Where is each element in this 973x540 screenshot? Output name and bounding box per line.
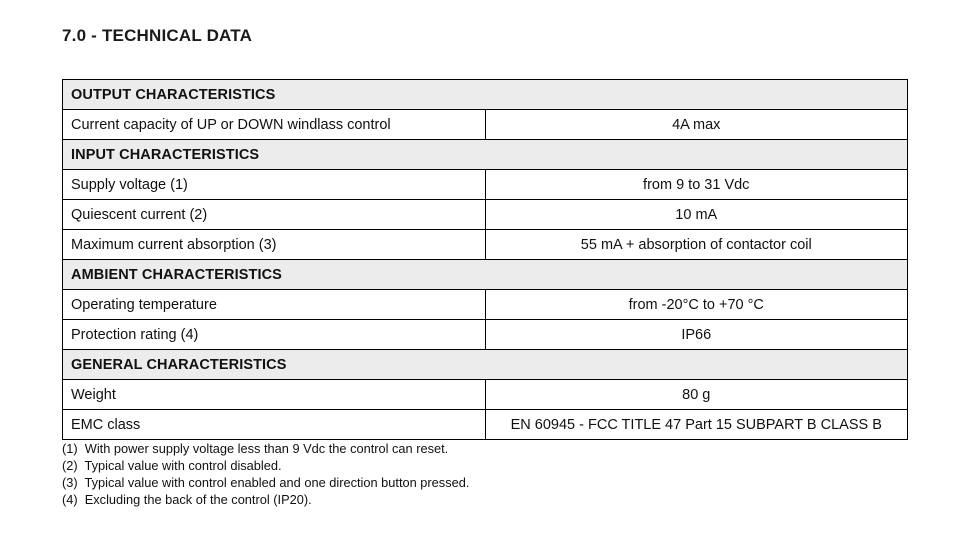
technical-data-table [62, 79, 908, 440]
group-header-general: GENERAL CHARACTERISTICS [63, 350, 908, 380]
row-value: EN 60945 - FCC TITLE 47 Part 15 SUBPART B CLASS B [485, 410, 908, 440]
row-label: EMC class [63, 410, 486, 440]
table-row [63, 320, 908, 350]
footnotes [62, 440, 469, 508]
footnote-3: (3) Typical value with control enabled and one direction button pressed. [62, 475, 470, 490]
table-row [63, 380, 908, 410]
group-header-ambient: AMBIENT CHARACTERISTICS [63, 260, 908, 290]
group-header-input: INPUT CHARACTERISTICS [63, 140, 908, 170]
row-value: from -20°C to +70 °C [485, 290, 908, 320]
row-value: 55 mA + absorption of contactor coil [485, 230, 908, 260]
row-value: from 9 to 31 Vdc [485, 170, 908, 200]
table-row [63, 170, 908, 200]
row-label: Supply voltage (1) [63, 170, 486, 200]
row-value: 4A max [485, 110, 908, 140]
table-row [63, 290, 908, 320]
table-row [63, 110, 908, 140]
row-label: Weight [63, 380, 486, 410]
table-body [63, 80, 908, 440]
footnote-4: (4) Excluding the back of the control (IP20). [62, 492, 312, 507]
table-row-group [63, 140, 908, 170]
row-label: Quiescent current (2) [63, 200, 486, 230]
table-row-group [63, 260, 908, 290]
page-title: 7.0 - TECHNICAL DATA [62, 26, 253, 45]
row-value: IP66 [485, 320, 908, 350]
row-label: Current capacity of UP or DOWN windlass control [63, 110, 486, 140]
table-row [63, 410, 908, 440]
row-value: 80 g [485, 380, 908, 410]
row-label: Maximum current absorption (3) [63, 230, 486, 260]
row-label: Operating temperature [63, 290, 486, 320]
table-row [63, 230, 908, 260]
row-label: Protection rating (4) [63, 320, 486, 350]
row-value: 10 mA [485, 200, 908, 230]
footnote-2: (2) Typical value with control disabled. [62, 458, 282, 473]
table-row [63, 200, 908, 230]
table-row-group [63, 80, 908, 110]
footnote-1: (1) With power supply voltage less than 9 Vdc the control can reset. [62, 441, 449, 456]
table-row-group [63, 350, 908, 380]
group-header-output: OUTPUT CHARACTERISTICS [63, 80, 908, 110]
